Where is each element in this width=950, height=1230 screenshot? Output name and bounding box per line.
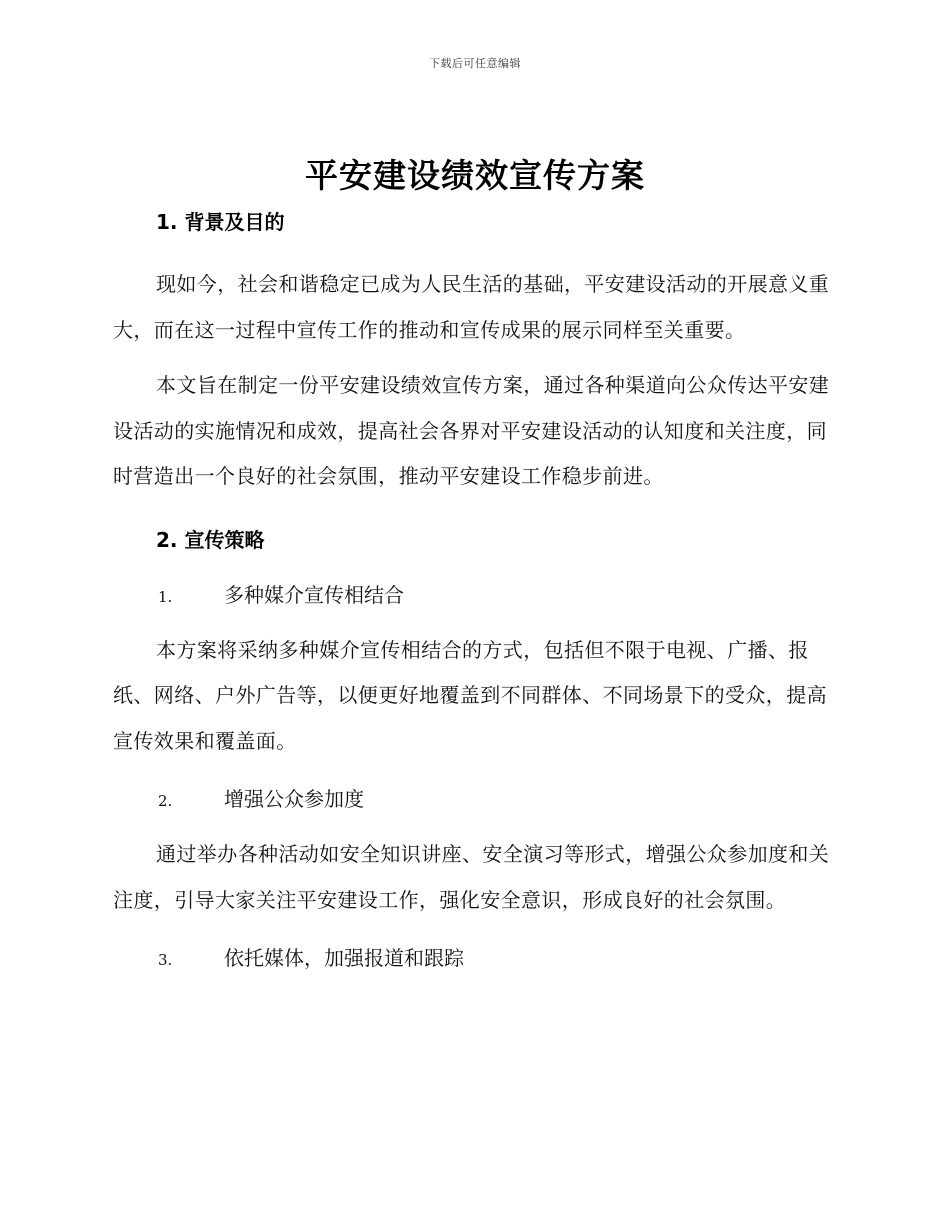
section-heading-background: 1. 背景及目的 [156, 210, 285, 234]
document-title: 平安建设绩效宣传方案 [305, 156, 645, 195]
list-item-title: 增强公众参加度 [224, 787, 364, 811]
list-item-title: 依托媒体，加强报道和跟踪 [224, 946, 464, 970]
list-number: 1. [158, 587, 173, 606]
list-number: 2. [158, 792, 173, 810]
list-item-3 [113, 933, 833, 983]
list-number: 3. [158, 951, 173, 969]
paragraph-background-1: 现如今，社会和谐稳定已成为人民生活的基础，平安建设活动的开展意义重大，而在这一过程中宣传工作的推动和宣传成果的展示同样至关重要。 [113, 272, 830, 342]
list-item-title: 多种媒介宣传相结合 [224, 582, 404, 607]
document-body [113, 200, 833, 983]
list-item-1 [113, 570, 833, 620]
paragraph-background-2: 本文旨在制定一份平安建设绩效宣传方案，通过各种渠道向公众传达平安建设活动的实施情况和成效，提高社会各界对平安建设活动的认知度和关注度，同时营造出一个良好的社会氛围，推动平安建设工作稳步前进。 [113, 373, 830, 488]
list-item-2 [113, 774, 833, 824]
paragraph-strategy-2: 通过举办各种活动如安全知识讲座、安全演习等形式，增强公众参加度和关注度，引导大家关注平安建设工作，强化安全意识，形成良好的社会氛围。 [113, 842, 830, 912]
paragraph-strategy-1: 本方案将采纳多种媒介宣传相结合的方式，包括但不限于电视、广播、报纸、网络、户外广告等，以便更好地覆盖到不同群体、不同场景下的受众，提高宣传效果和覆盖面。 [113, 637, 827, 753]
section-heading-strategy: 2. 宣传策略 [156, 527, 265, 552]
header-note: 下载后可任意编辑 [429, 57, 521, 70]
